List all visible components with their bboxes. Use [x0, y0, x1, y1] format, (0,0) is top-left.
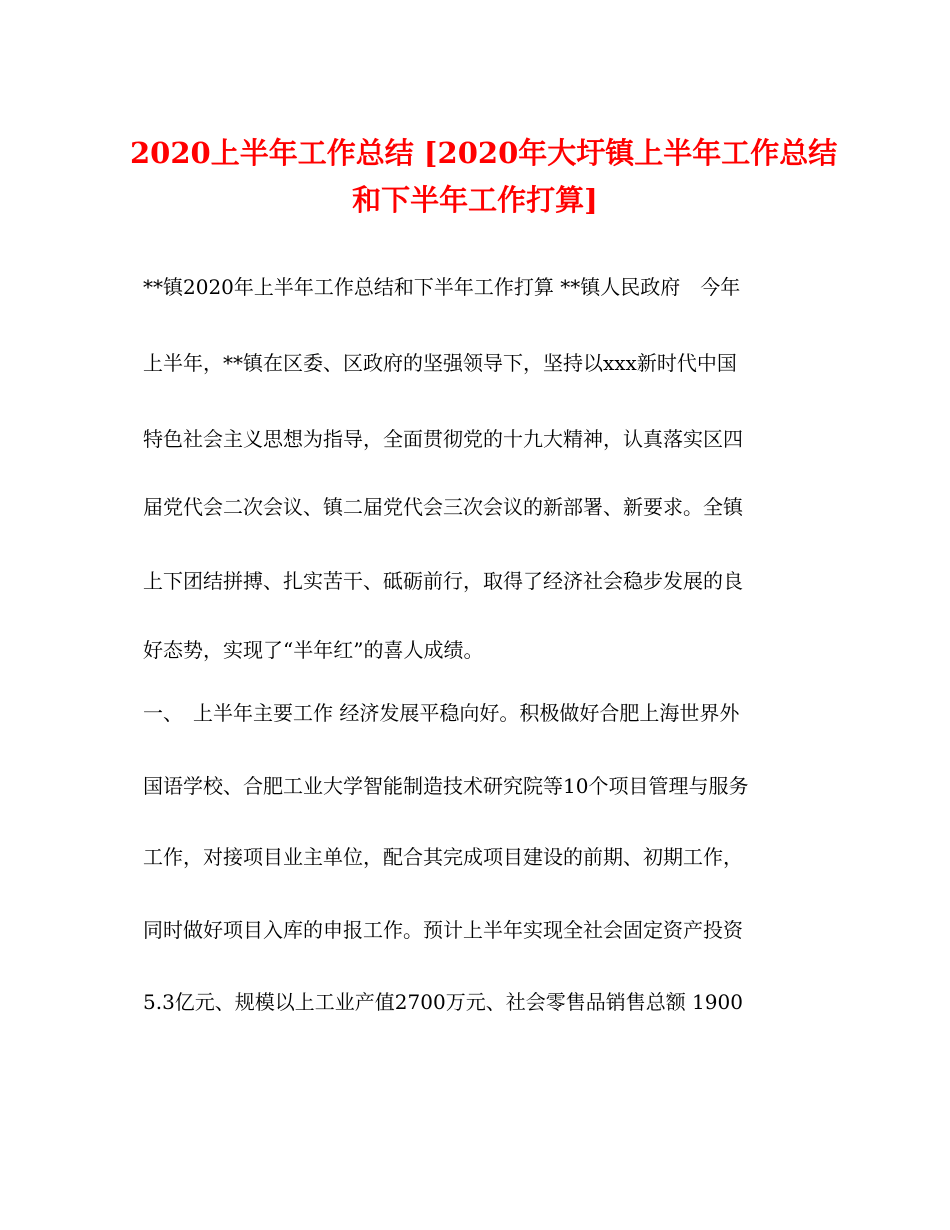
title-line-2: 和下半年工作打算] [352, 183, 598, 217]
text-line: 一、 上半年主要工作 经济发展平稳向好。积极做好合肥上海世界外 [143, 701, 740, 725]
text-line: 同时做好项目入库的申报工作。预计上半年实现全社会固定资产投资 [143, 918, 743, 942]
text-line: 特色社会主义思想为指导，全面贯彻党的十九大精神，认真落实区四 [143, 427, 743, 451]
text-line: 上半年，**镇在区委、区政府的坚强领导下，坚持以xxx新时代中国 [143, 351, 737, 375]
title-line-1: 2020上半年工作总结 [2020年大圩镇上半年工作总结 [130, 136, 838, 170]
text-line: 国语学校、合肥工业大学智能制造技术研究院等10个项目管理与服务 [143, 774, 749, 798]
text-line: 好态势，实现了“半年红”的喜人成绩。 [143, 638, 484, 662]
document-title [130, 130, 838, 224]
text-line: 上下团结拼搏、扎实苦干、砥砺前行，取得了经济社会稳步发展的良 [143, 569, 743, 593]
text-line: **镇2020年上半年工作总结和下半年工作打算 **镇人民政府 今年 [143, 275, 741, 299]
text-line: 工作，对接项目业主单位，配合其完成项目建设的前期、初期工作， [143, 845, 743, 869]
text-line: 5.3亿元、规模以上工业产值2700万元、社会零售品销售总额 1900 [143, 990, 743, 1014]
text-line: 届党代会二次会议、镇二届党代会三次会议的新部署、新要求。全镇 [143, 495, 743, 519]
